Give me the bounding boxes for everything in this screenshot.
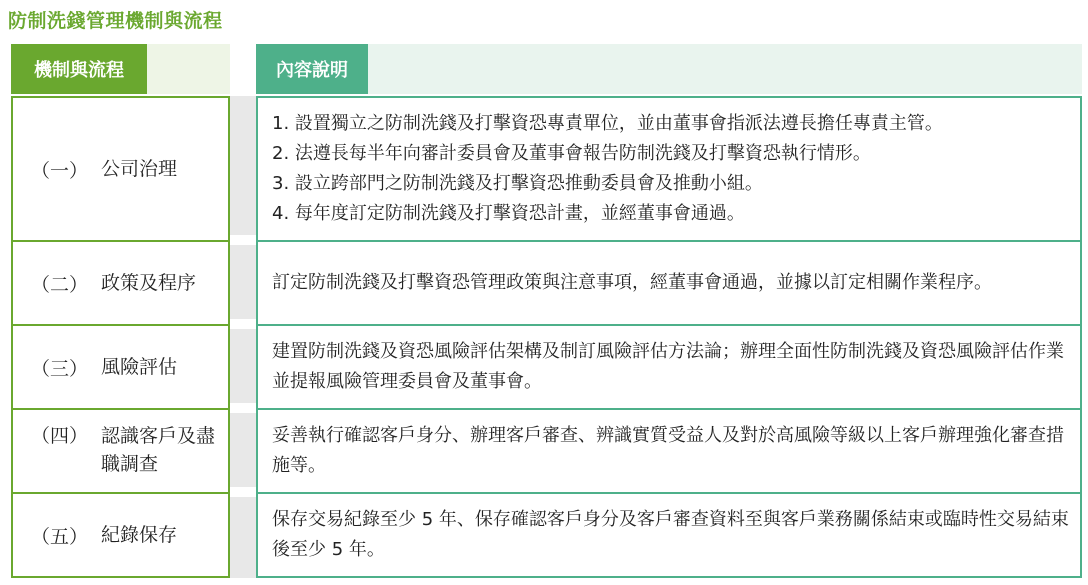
row-number: （三）	[31, 357, 89, 380]
row-content: 妥善執行確認客戶身分、辦理客戶審查、辨識實質受益人及對於高風險等級以上客戶辦理強化審查措施等。	[272, 425, 1064, 476]
header-description	[256, 44, 1082, 94]
row-3-description	[258, 326, 1080, 408]
row-name: 認識客戶及盡職調查	[101, 425, 216, 475]
gap-divider	[230, 235, 256, 245]
gap-divider	[230, 487, 256, 497]
list-item: 1. 設置獨立之防制洗錢及打擊資恐專責單位，並由董事會指派法遵長擔任專責主管。	[272, 113, 943, 134]
row-5-mechanism	[13, 494, 228, 576]
header-mechanism-label: 機制與流程	[11, 44, 147, 94]
page-title: 防制洗錢管理機制與流程	[8, 10, 223, 32]
row-3-mechanism	[13, 326, 228, 408]
list-item: 2. 法遵長每半年向審計委員會及董事會報告防制洗錢及打擊資恐執行情形。	[272, 143, 871, 164]
row-name: 公司治理	[101, 158, 178, 180]
row-1-mechanism	[13, 98, 228, 240]
mechanism-column	[11, 96, 230, 578]
column-gap	[230, 96, 256, 578]
row-2-description	[258, 242, 1080, 324]
row-5-description	[258, 494, 1080, 576]
header-mechanism	[11, 44, 230, 94]
gap-divider	[230, 403, 256, 413]
content-list	[272, 109, 943, 229]
row-name: 政策及程序	[101, 272, 197, 294]
row-content: 建置防制洗錢及資恐風險評估架構及制訂風險評估方法論；辦理全面性防制洗錢及資恐風險評估作業並提報風險管理委員會及董事會。	[272, 341, 1064, 392]
row-content: 保存交易紀錄至少 5 年、保存確認客戶身分及客戶審查資料至與客戶業務關係結束或臨時性交易結束後至少 5 年。	[272, 509, 1069, 560]
row-1-description	[258, 98, 1080, 240]
row-number: （四）	[31, 425, 89, 447]
row-name: 紀錄保存	[101, 524, 178, 546]
header-description-label: 內容說明	[256, 44, 368, 94]
gap-divider	[230, 319, 256, 329]
list-item: 4. 每年度訂定防制洗錢及打擊資恐計畫，並經董事會通過。	[272, 203, 745, 224]
row-4-mechanism	[13, 410, 228, 492]
row-number: （五）	[31, 525, 89, 548]
row-number: （一）	[31, 159, 89, 182]
list-item: 3. 設立跨部門之防制洗錢及打擊資恐推動委員會及推動小組。	[272, 173, 763, 194]
row-content: 訂定防制洗錢及打擊資恐管理政策與注意事項，經董事會通過，並據以訂定相關作業程序。	[272, 272, 992, 293]
row-2-mechanism	[13, 242, 228, 324]
row-name: 風險評估	[101, 356, 178, 378]
row-number: （二）	[31, 273, 89, 296]
description-column	[256, 96, 1082, 578]
row-4-description	[258, 410, 1080, 492]
